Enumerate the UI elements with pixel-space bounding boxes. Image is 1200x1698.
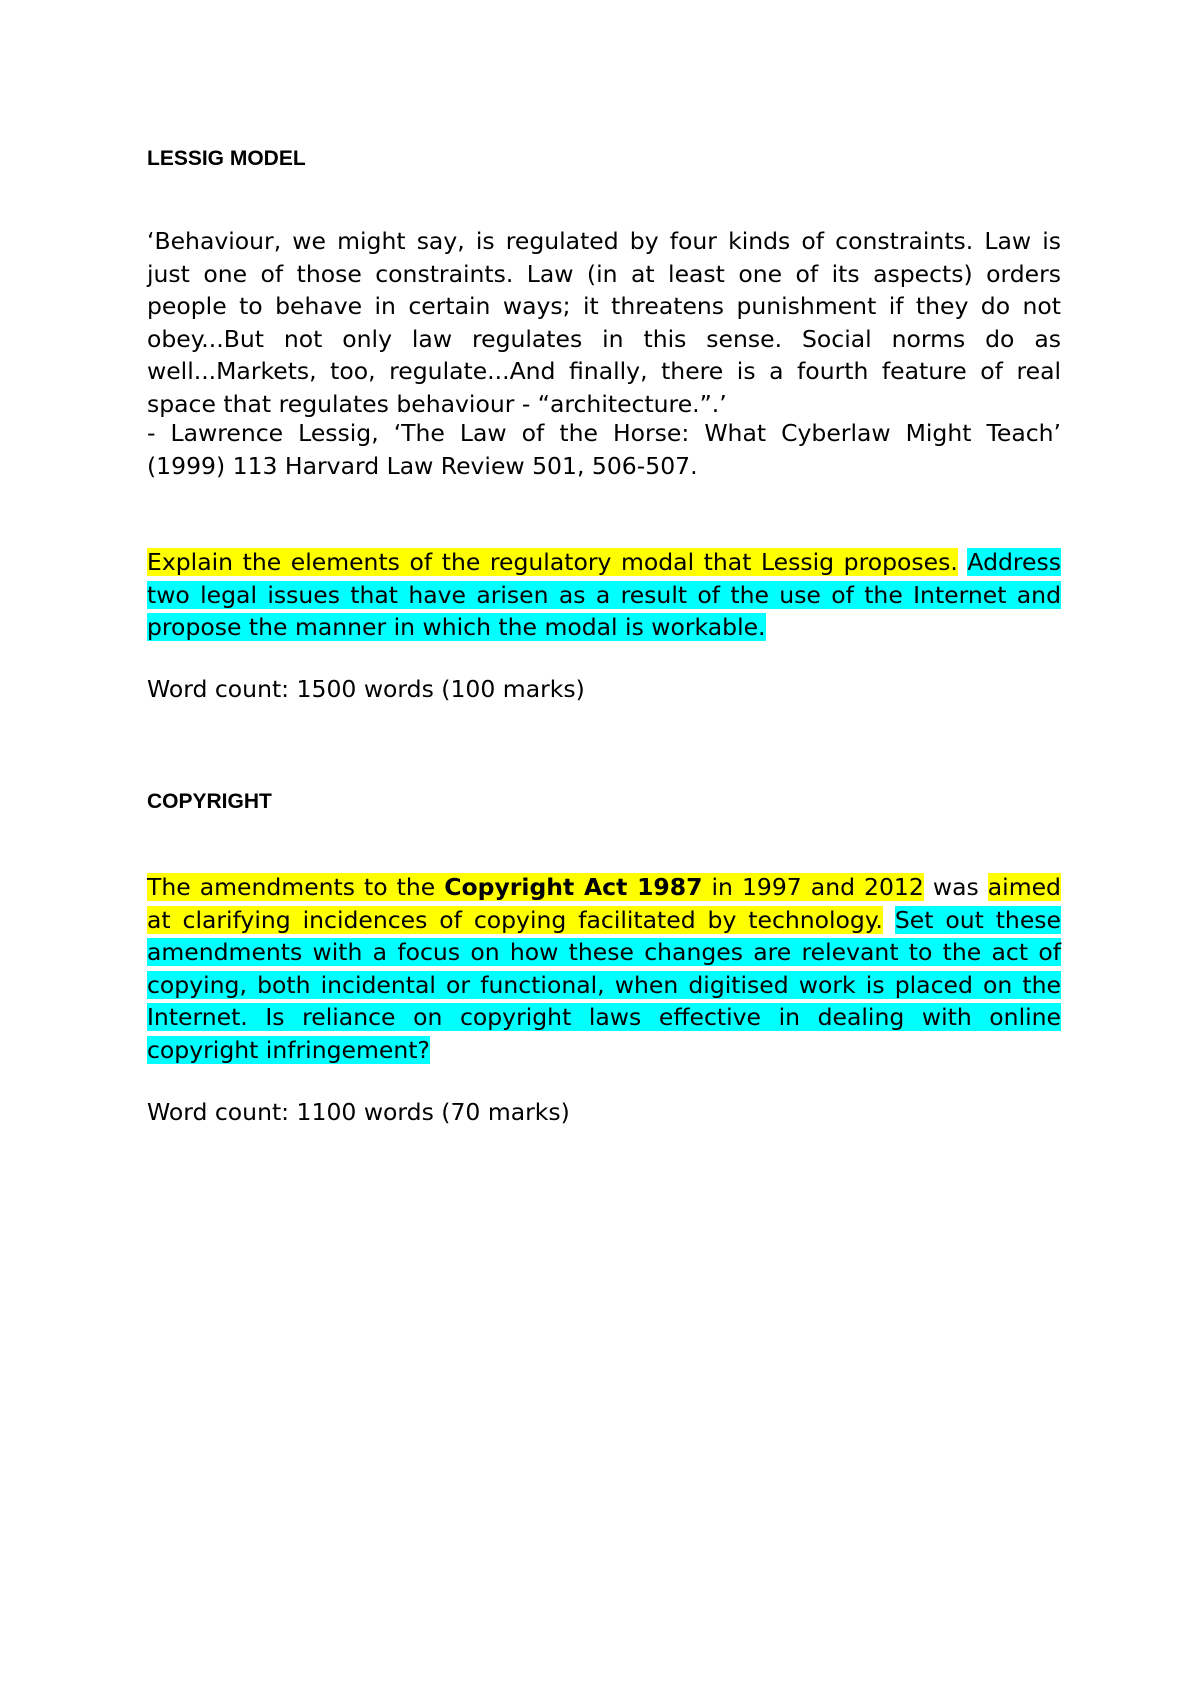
copyright-highlight-yellow-2: aimed at clarifying incidences of copying facilitated by technology.	[147, 873, 1061, 934]
question-highlight-yellow: Explain the elements of the regulatory modal that Lessig proposes.	[147, 548, 958, 576]
section-heading-lessig: LESSIG MODEL	[147, 147, 306, 170]
word-count-copyright: Word count: 1100 words (70 marks)	[147, 1098, 570, 1126]
lessig-quote: ‘Behaviour, we might say, is regulated by four kinds of constraints. Law is just one of those constraints. Law (in at least one of its aspects) orders people to behave in certain ways; it threatens punishment if they do not obey...But not only law regulates in this sense. Social norms do as well...Markets, too, regulate...And finally, there is a fourth feature of real space that regulates behaviour - “architecture.”.’	[147, 227, 1061, 418]
question-highlight-cyan: Address two legal issues that have arisen as a result of the use of the Internet and propose the manner in which the modal is workable.	[147, 548, 1061, 642]
section-heading-copyright: COPYRIGHT	[147, 790, 272, 813]
lessig-citation: - Lawrence Lessig, ‘The Law of the Horse: What Cyberlaw Might Teach’ (1999) 113 Harvard Law Review 501, 506-507.	[147, 419, 1061, 480]
word-count-lessig: Word count: 1500 words (100 marks)	[147, 675, 585, 703]
copyright-act-title: Copyright Act 1987	[444, 873, 703, 901]
copyright-highlight-cyan: Set out these amendments with a focus on how these changes are relevant to the act of copying, both incidental or functional, when digitised work is placed on the Internet. Is reliance on copyright laws effective in dealing with online copyright infringement?	[147, 905, 1061, 1064]
copyright-question-text-1: The amendments to the	[147, 873, 445, 901]
lessig-question	[147, 546, 1061, 644]
copyright-question-text-2: in 1997 and 2012	[702, 873, 924, 901]
copyright-question	[147, 871, 1061, 1067]
copyright-highlight-yellow-1	[147, 873, 924, 901]
copyright-question-text-3: was	[923, 873, 988, 901]
